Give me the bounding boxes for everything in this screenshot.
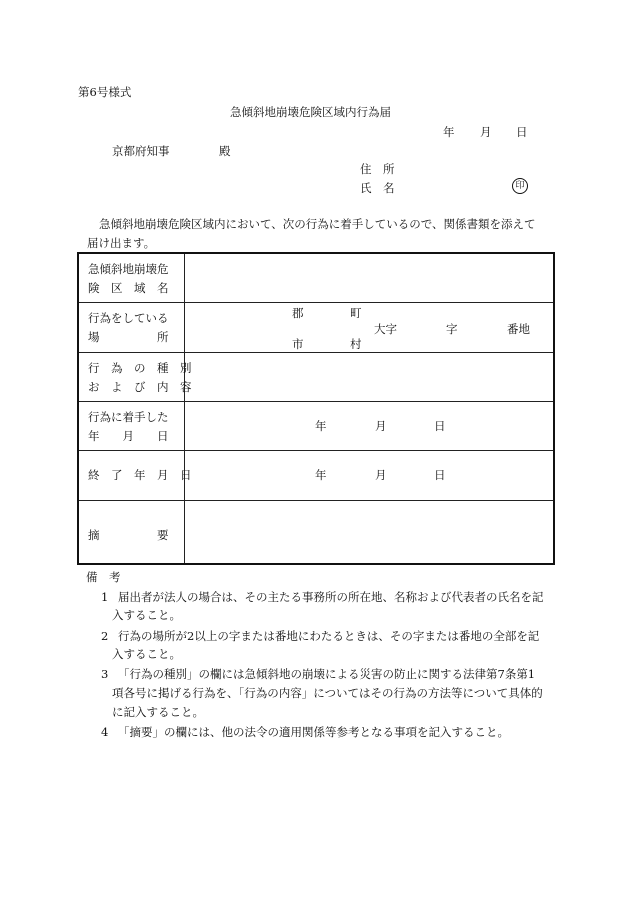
end-year: 年: [315, 468, 327, 482]
form-number: 第6号様式: [78, 85, 132, 99]
row-label-end-date: 終 了 年 月 日: [88, 468, 192, 482]
notes-heading: 備 考: [86, 570, 121, 584]
table-row-location: [79, 302, 553, 351]
notification-table: [77, 252, 555, 565]
row-label-location: 行為をしている 場 所: [88, 311, 169, 344]
date-year: 年: [443, 125, 455, 139]
note-4-line-1: 「摘要」の欄には、他の法令の適用関係等参考となる事項を記入すること。: [118, 725, 509, 739]
date-day: 日: [516, 125, 528, 139]
start-day: 日: [434, 419, 446, 433]
location-oaza: 大字: [374, 322, 397, 336]
end-month: 月: [375, 468, 387, 482]
note-4-number: 4: [101, 725, 109, 739]
table-row-start-date: [79, 401, 553, 443]
addressee-name: 京都府知事: [112, 144, 170, 158]
seal-mark: 印: [512, 178, 528, 194]
intro-line-2: 届け出ます。: [87, 236, 156, 250]
location-machi: 町: [350, 306, 362, 320]
name-label: 氏 名: [360, 181, 395, 195]
note-3-line-1: 「行為の種別」の欄には急傾斜地の崩壊による災害の防止に関する法律第7条第1: [118, 667, 536, 681]
note-2-line-2: 入すること。: [112, 647, 181, 661]
table-row-type-content: [79, 352, 553, 394]
note-2-line-1: 行為の場所が2以上の字または番地にわたるときは、その字または番地の全部を記: [118, 629, 540, 643]
start-year: 年: [315, 419, 327, 433]
address-label: 住 所: [360, 162, 395, 176]
note-3-line-2: 項各号に掲げる行為を、「行為の内容」についてはその行為の方法等について具体的: [112, 686, 543, 700]
table-row-end-date: [79, 450, 553, 482]
note-3-number: 3: [101, 667, 109, 681]
end-day: 日: [434, 468, 446, 482]
note-3-line-3: に記入すること。: [112, 705, 204, 719]
location-shi: 市: [292, 337, 304, 351]
location-banchi: 番地: [507, 322, 530, 336]
table-column-divider: [184, 254, 185, 563]
row-label-start-date: 行為に着手した 年 月 日: [88, 410, 169, 443]
row-label-type-content: 行 為 の 種 別 お よ び 内 容: [88, 361, 192, 394]
form-title: 急傾斜地崩壊危険区域内行為届: [230, 105, 391, 119]
note-1-line-1: 届出者が法人の場合は、その主たる事務所の所在地、名称および代表者の氏名を記: [118, 590, 544, 604]
note-1-line-2: 入すること。: [112, 608, 181, 622]
row-label-area-name: 急傾斜地崩壊危 険 区 域 名: [88, 262, 169, 295]
addressee-honorific: 殿: [219, 144, 231, 158]
location-mura: 村: [350, 337, 362, 351]
location-aza: 字: [446, 322, 458, 336]
row-label-remarks: 摘 要: [88, 528, 169, 542]
date-month: 月: [480, 125, 492, 139]
note-2-number: 2: [101, 629, 109, 643]
table-row-remarks: [79, 500, 553, 542]
location-gun: 郡: [292, 306, 304, 320]
start-month: 月: [375, 419, 387, 433]
intro-line-1: 急傾斜地崩壊危険区域内において、次の行為に着手しているので、関係書類を添えて: [99, 217, 536, 231]
note-1-number: 1: [101, 590, 109, 604]
